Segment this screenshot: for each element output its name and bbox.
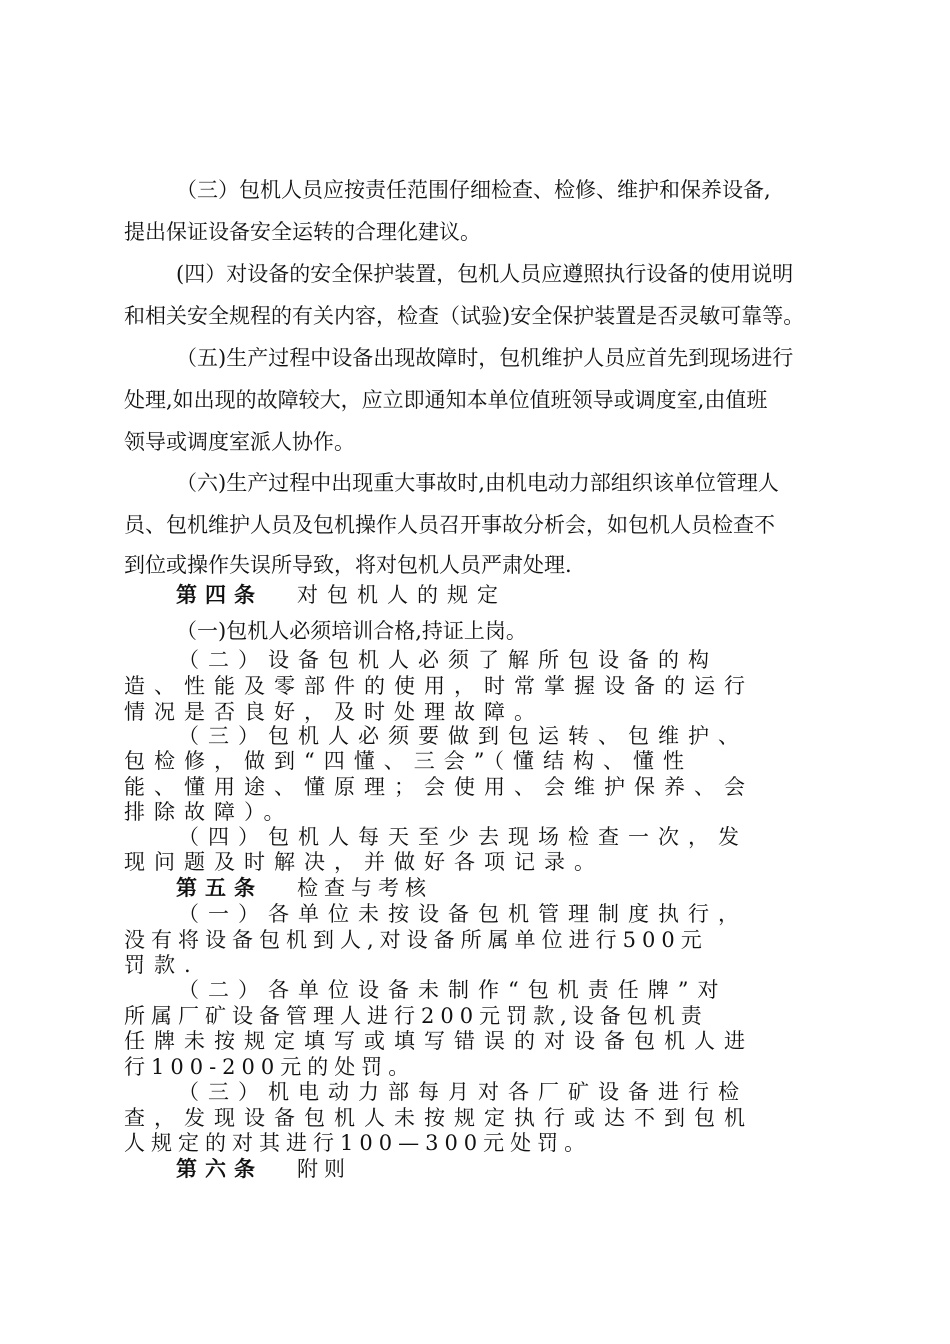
article6-heading: [176, 1157, 351, 1181]
article4-title: 对包机人的规定: [297, 583, 507, 607]
article4-item4-line1: （四）包机人每天至少去现场检查一次，发: [178, 825, 748, 849]
section3-item5-line3: 领导或调度室派人协作。: [124, 430, 355, 454]
section3-item6-line3: 到位或操作失误所导致，将对包机人员严肃处理.: [124, 553, 572, 577]
article4-number: 第四条: [176, 582, 263, 607]
article5-item2-line3: 任牌未按规定填写或填写错误的对设备包机人进: [124, 1029, 754, 1053]
article5-item2-line4: 行100-200元的处罚。: [124, 1055, 416, 1079]
article4-item2-line1: （二）设备包机人必须了解所包设备的构: [178, 648, 718, 672]
article4-item3-line2: 包检修，做到“四懂、三会”（懂结构、懂性: [124, 749, 693, 773]
section3-item6-line1: （六)生产过程中出现重大事故时,由机电动力部组织该单位管理人: [176, 471, 779, 495]
article4-item3-line1: （三）包机人必须要做到包运转、包维护、: [178, 724, 748, 748]
article4-heading: [176, 583, 507, 607]
article5-heading: [176, 876, 432, 900]
article4-item3-line4: 排除故障）。: [124, 800, 294, 824]
section3-item5-line2: 处理,如出现的故障较大，应立即通知本单位值班领导或调度室,由值班: [124, 388, 768, 412]
article5-item1-line1: （一）各单位未按设备包机管理制度执行，: [178, 902, 748, 926]
article5-item3-line3: 人规定的对其进行100—300元处罚。: [124, 1131, 592, 1155]
article4-item1: （一)包机人必须培训合格,持证上岗。: [176, 619, 527, 643]
article5-number: 第五条: [176, 875, 263, 900]
article6-title: 附则: [297, 1157, 351, 1181]
article4-item2-line2: 造、性能及零部件的使用，时常掌握设备的运行: [124, 674, 754, 698]
section3-item3-line1: （三）包机人员应按责任范围仔细检查、检修、维护和保养设备,: [176, 178, 771, 202]
section3-item6-line2: 员、包机维护人员及包机操作人员召开事故分析会，如包机人员检查不: [124, 513, 775, 537]
article5-item2-line1: （二）各单位设备未制作“包机责任牌”对: [178, 978, 728, 1002]
article5-title: 检查与考核: [297, 876, 432, 900]
article4-item3-line3: 能、懂用途、懂原理；会使用、会维护保养、会: [124, 775, 754, 799]
article5-item1-line2: 没有将设备包机到人,对设备所属单位进行500元: [124, 928, 708, 952]
section3-item3-line2: 提出保证设备安全运转的合理化建议。: [124, 220, 481, 244]
section3-item4-line1: (四）对设备的安全保护装置，包机人员应遵照执行设备的使用说明: [176, 262, 794, 286]
section3-item5-line1: （五)生产过程中设备出现故障时，包机维护人员应首先到现场进行: [176, 346, 794, 370]
article5-item1-line3: 罚款.: [124, 953, 200, 977]
article4-item4-line2: 现问题及时解决，并做好各项记录。: [124, 850, 604, 874]
article5-item3-line2: 查，发现设备包机人未按规定执行或达不到包机: [124, 1106, 754, 1130]
article5-item3-line1: （三）机电动力部每月对各厂矿设备进行检: [178, 1080, 748, 1104]
article6-number: 第六条: [176, 1156, 263, 1181]
article4-item2-line3: 情况是否良好，及时处理故障。: [124, 700, 544, 724]
article5-item2-line2: 所属厂矿设备管理人进行200元罚款,设备包机责: [124, 1004, 708, 1028]
section3-item4-line2: 和相关安全规程的有关内容，检查（试验)安全保护装置是否灵敏可靠等。: [124, 304, 805, 328]
